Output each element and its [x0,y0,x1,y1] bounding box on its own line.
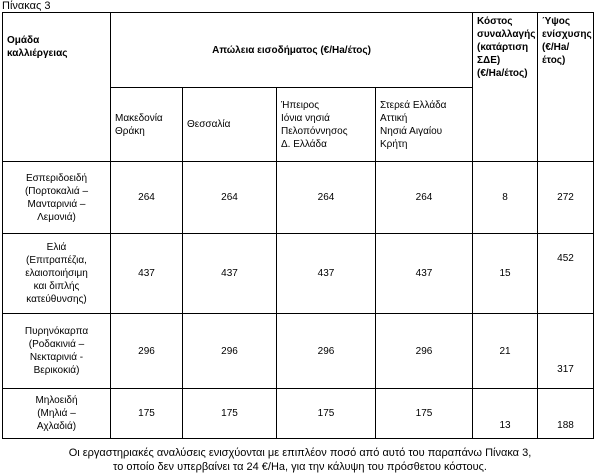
income-loss-header: Απώλεια εισοδήματος (€/Ha/έτος) [111,13,473,88]
support-cell: 452 [538,234,594,314]
region-macedonia-thrace: Μακεδονία Θράκη [111,88,183,162]
crop-cell: Πυρηνόκαρπα (Ροδακινιά – Νεκταρινιά - Βερικοκιά) [3,314,111,389]
value-cell: 175 [277,389,376,439]
value-cell: 296 [111,314,183,389]
value-cell: 175 [376,389,473,439]
cost-cell: 21 [473,314,538,389]
transaction-cost-header: Κόστος συναλλαγής (κατάρτιση ΣΔΕ) (€/Ha/έτος) [473,13,538,162]
value-cell: 264 [183,162,277,234]
table-row [3,389,594,439]
value-cell: 296 [376,314,473,389]
header-row [3,13,594,88]
value-cell: 296 [183,314,277,389]
table-row [3,314,594,389]
support-table [2,12,594,439]
value-cell: 437 [183,234,277,314]
value-cell: 175 [111,389,183,439]
footnote-line: Οι εργαστηριακές αναλύσεις ενισχύονται με επιπλέον ποσό από αυτό του παραπάνω Πίνακα 3, [68,447,532,459]
value-cell: 437 [111,234,183,314]
footnote [0,446,600,474]
table-row [3,234,594,314]
value-cell: 437 [376,234,473,314]
footnote-line: το οποίο δεν υπερβαίνει τα 24 €/Ha, για την κάλυψη του πρόσθετου κόστους. [113,461,487,473]
crop-cell: Μηλοειδή (Μηλιά – Αχλαδιά) [3,389,111,439]
table-row [3,162,594,234]
value-cell: 296 [277,314,376,389]
cost-cell: 13 [473,389,538,439]
value-cell: 437 [277,234,376,314]
region-central-greece-islands: Στερεά Ελλάδα Αττική Νησιά Αιγαίου Κρήτη [376,88,473,162]
crop-cell: Ελιά (Επιτραπέζια, ελαιοποιήσιμη και διπλής κατεύθυνσης) [3,234,111,314]
value-cell: 175 [183,389,277,439]
value-cell: 264 [111,162,183,234]
support-cell: 317 [538,314,594,389]
support-cell: 272 [538,162,594,234]
region-epirus-peloponnese: Ήπειρος Ιόνια νησιά Πελοπόννησος Δ. Ελλάδα [277,88,376,162]
crop-cell: Εσπεριδοειδή (Πορτοκαλιά – Μανταρινιά – Λεμονιά) [3,162,111,234]
cost-cell: 15 [473,234,538,314]
region-thessaly: Θεσσαλία [183,88,277,162]
cost-cell: 8 [473,162,538,234]
support-level-header: Ύψος ενίσχυσης (€/Ha/έτος) [538,13,594,162]
support-cell: 188 [538,389,594,439]
value-cell: 264 [376,162,473,234]
table-caption: Πίνακας 3 [2,0,51,12]
value-cell: 264 [277,162,376,234]
crop-group-header: Ομάδα καλλιέργειας [3,13,111,162]
